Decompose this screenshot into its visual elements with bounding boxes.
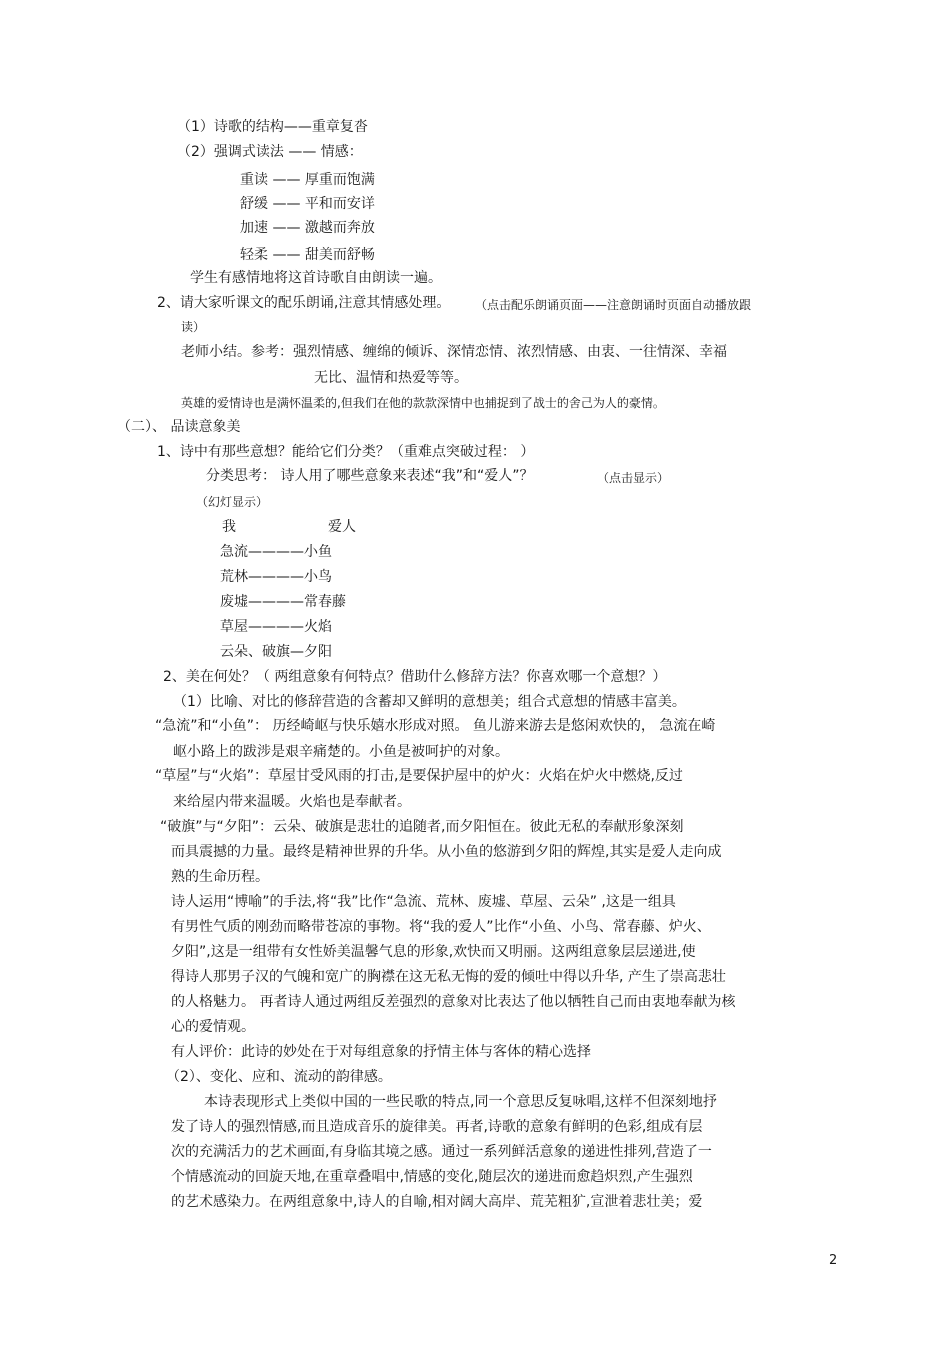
text-line: 本诗表现形式上类似中国的一些民歌的特点,同一个意思反复咏唱,这样不但深刻地抒: [204, 1094, 717, 1110]
section-heading: （二）、 品读意象美: [117, 419, 241, 435]
text-line: “急流”和“小鱼”： 历经崎岖与快乐嬉水形成对照。 鱼儿游来游去是悠闲欢快的， 急流在崎: [155, 718, 716, 734]
text-line: 学生有感情地将这首诗歌自由朗读一遍。: [190, 270, 442, 286]
text-line: “草屋”与“火焰”：草屋甘受风雨的打击,是要保护屋中的炉火：火焰在炉火中燃烧,反过: [155, 768, 683, 784]
text-line: 有人评价：此诗的妙处在于对每组意象的抒情主体与客体的精心选择: [171, 1044, 591, 1060]
text-line: （幻灯显示）: [196, 495, 269, 509]
text-line: “破旗”与“夕阳”：云朵、破旗是悲壮的追随者,而夕阳恒在。彼此无私的奉献形象深刻: [160, 819, 684, 835]
text-line: 重读 —— 厚重而饱满: [240, 172, 375, 188]
text-line: 加速 —— 激越而奔放: [240, 220, 375, 236]
text-line: 分类思考： 诗人用了哪些意象来表述“我”和“爱人”？: [206, 468, 534, 484]
text-line: 云朵、破旗—夕阳: [220, 644, 332, 660]
text-line: 废墟————常春藤: [220, 594, 346, 610]
text-line: 有男性气质的刚劲而略带苍凉的事物。将“我的爱人”比作“小鱼、小鸟、常春藤、炉火、: [171, 919, 711, 935]
text-line: 老师小结。参考：强烈情感、缠绵的倾诉、深情恋情、浓烈情感、由衷、一往情深、幸福: [181, 344, 727, 360]
text-line: 我: [222, 519, 236, 535]
text-line: 轻柔 —— 甜美而舒畅: [240, 247, 375, 263]
text-line: 爱人: [328, 519, 356, 535]
text-line: 心的爱情观。: [171, 1019, 255, 1035]
text-line: （点击显示）: [597, 471, 670, 485]
text-line: 草屋————火焰: [220, 619, 332, 635]
text-line: 的艺术感染力。在两组意象中,诗人的自喻,相对阔大高岸、荒芜粗犷,宣泄着悲壮美；爱: [171, 1194, 703, 1210]
text-line: 2、美在何处？（ 两组意象有何特点？借助什么修辞方法？你喜欢哪一个意想？）: [163, 669, 667, 685]
text-line: 2、请大家听课文的配乐朗诵,注意其情感处理。: [157, 295, 451, 311]
text-line: 1、诗中有那些意想？能给它们分类？（重难点突破过程： ）: [157, 444, 535, 460]
text-line: （2）、变化、应和、流动的韵律感。: [166, 1069, 392, 1085]
text-line: 荒林————小鸟: [220, 569, 332, 585]
text-line: 舒缓 —— 平和而安详: [240, 196, 375, 212]
text-line: 夕阳”,这是一组带有女性娇美温馨气息的形象,欢快而又明丽。这两组意象层层递进,使: [171, 944, 696, 960]
text-line: 英雄的爱情诗也是满怀温柔的,但我们在他的款款深情中也捕捉到了战士的舍己为人的豪情。: [181, 396, 665, 410]
text-line: 的人格魅力。 再者诗人通过两组反差强烈的意象对比表达了他以牺牲自己而由衷地奉献为核: [171, 994, 736, 1010]
text-line: 岖小路上的跋涉是艰辛痛楚的。小鱼是被呵护的对象。: [173, 744, 509, 760]
text-line: （2）强调式读法 —— 情感：: [177, 144, 363, 160]
page-number: 2: [829, 1253, 838, 1268]
text-line: 无比、温情和热爱等等。: [314, 370, 468, 386]
text-line: 得诗人那男子汉的气魄和宽广的胸襟在这无私无悔的爱的倾吐中得以升华, 产生了崇高悲壮: [171, 969, 726, 985]
text-line: （1）诗歌的结构——重章复沓: [177, 119, 368, 135]
text-line: 读）: [181, 320, 206, 334]
text-line: （1）比喻、对比的修辞营造的含蓄却又鲜明的意想美；组合式意想的情感丰富美。: [173, 694, 686, 710]
text-line: 诗人运用“博喻”的手法,将“我”比作“急流、荒林、废墟、草屋、云朵” ,这是一组具: [171, 894, 676, 910]
text-line: 来给屋内带来温暖。火焰也是奉献者。: [173, 794, 411, 810]
text-line: 而具震撼的力量。最终是精神世界的升华。从小鱼的悠游到夕阳的辉煌,其实是爱人走向成: [171, 844, 722, 860]
text-line: 个情感流动的回旋天地,在重章叠唱中,情感的变化,随层次的递进而愈趋炽烈,产生强烈: [171, 1169, 693, 1185]
text-line: （点击配乐朗诵页面——注意朗诵时页面自动播放跟: [475, 298, 752, 312]
text-line: 发了诗人的强烈情感,而且造成音乐的旋律美。再者,诗歌的意象有鲜明的色彩,组成有层: [171, 1119, 703, 1135]
text-line: 急流————小鱼: [220, 544, 332, 560]
text-line: 熟的生命历程。: [171, 869, 269, 885]
text-line: 次的充满活力的艺术画面,有身临其境之感。通过一系列鲜活意象的递进性排列,营造了一: [171, 1144, 712, 1160]
